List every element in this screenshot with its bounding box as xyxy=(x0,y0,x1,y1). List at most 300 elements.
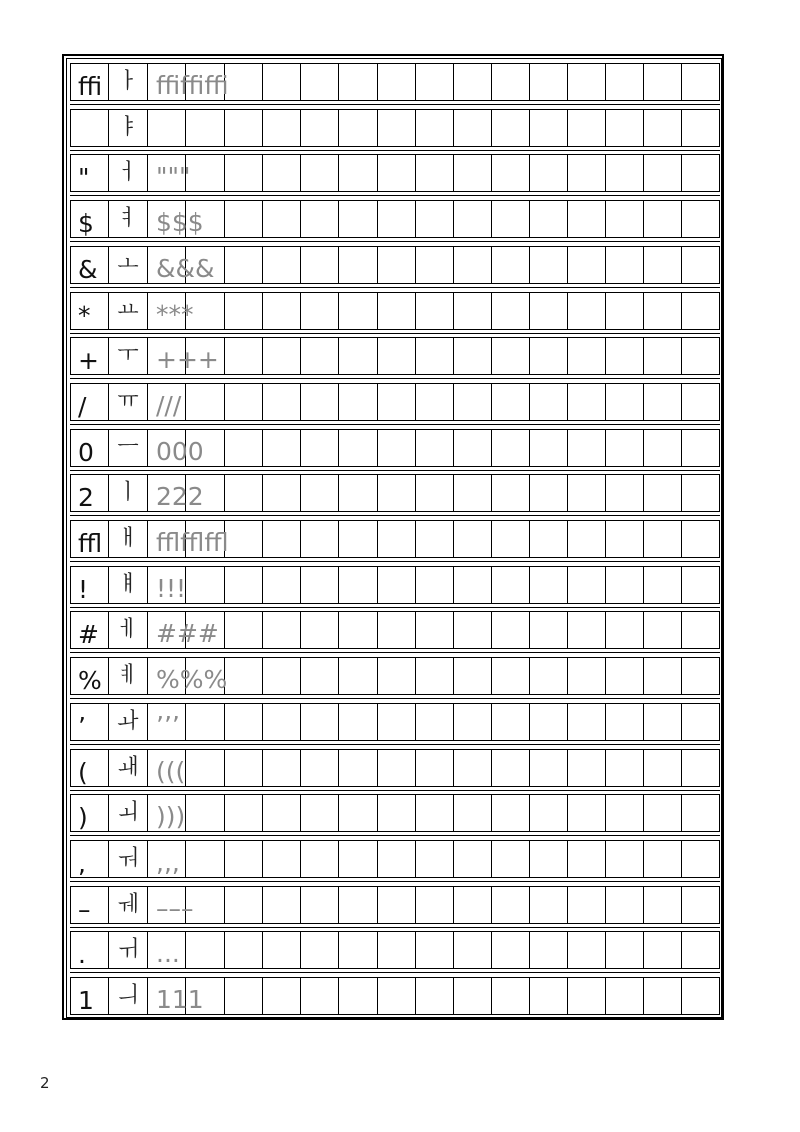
practice-cell xyxy=(491,109,530,147)
practice-cell xyxy=(377,292,416,330)
row-separator xyxy=(70,927,720,928)
practice-cell xyxy=(224,611,263,649)
practice-cell xyxy=(681,703,720,741)
practice-cell xyxy=(338,794,378,832)
practice-cell xyxy=(567,886,606,924)
practice-cell xyxy=(681,520,720,558)
jamo-glyph: ㅏ xyxy=(117,69,139,94)
symbol-cell xyxy=(70,931,109,969)
practice-cell xyxy=(415,794,454,832)
practice-cell xyxy=(529,977,568,1015)
practice-cell xyxy=(567,840,606,878)
practice-cell xyxy=(529,154,568,192)
practice-cell xyxy=(377,840,416,878)
practice-cell xyxy=(453,474,492,512)
row-separator xyxy=(70,424,720,425)
practice-cell xyxy=(415,520,454,558)
practice-cell xyxy=(605,611,644,649)
symbol-cell xyxy=(70,794,109,832)
practice-cell xyxy=(415,429,454,467)
practice-cell xyxy=(491,931,530,969)
practice-cell xyxy=(185,931,225,969)
practice-cell xyxy=(185,566,225,604)
practice-cell xyxy=(605,886,644,924)
row-separator xyxy=(70,835,720,836)
practice-cell xyxy=(643,246,682,284)
practice-cell xyxy=(262,611,301,649)
practice-cell xyxy=(415,840,454,878)
practice-cell xyxy=(567,154,606,192)
practice-cell xyxy=(262,977,301,1015)
trace-text: ... xyxy=(156,939,180,968)
practice-cell xyxy=(453,200,492,238)
practice-cell xyxy=(185,154,225,192)
practice-cell xyxy=(185,383,225,421)
jamo-cell xyxy=(108,337,148,375)
practice-cell xyxy=(453,520,492,558)
practice-cell xyxy=(643,200,682,238)
practice-row xyxy=(70,154,720,194)
practice-cell xyxy=(262,429,301,467)
practice-cell xyxy=(529,383,568,421)
symbol-glyph: – xyxy=(78,895,91,924)
practice-row xyxy=(70,703,720,743)
practice-cell xyxy=(224,200,263,238)
practice-cell xyxy=(453,63,492,101)
trace-text: +++ xyxy=(156,345,219,374)
practice-cell xyxy=(567,429,606,467)
practice-cell xyxy=(491,840,530,878)
row-separator xyxy=(70,470,720,471)
practice-cell xyxy=(338,474,378,512)
practice-cell xyxy=(224,886,263,924)
practice-cell xyxy=(377,520,416,558)
jamo-cell xyxy=(108,520,148,558)
jamo-cell xyxy=(108,474,148,512)
practice-cell xyxy=(491,749,530,787)
practice-cell xyxy=(453,840,492,878)
practice-cell xyxy=(567,566,606,604)
practice-cell xyxy=(147,109,186,147)
practice-cell xyxy=(338,246,378,284)
practice-cell xyxy=(567,657,606,695)
practice-cell xyxy=(605,520,644,558)
practice-cell xyxy=(491,886,530,924)
practice-cell xyxy=(643,566,682,604)
practice-cell xyxy=(491,63,530,101)
practice-cell xyxy=(415,931,454,969)
practice-cell xyxy=(643,749,682,787)
practice-cell xyxy=(300,63,339,101)
practice-cell xyxy=(491,703,530,741)
practice-cell xyxy=(262,520,301,558)
jamo-glyph: ㅜ xyxy=(117,343,139,368)
jamo-glyph: ㅖ xyxy=(117,663,139,688)
jamo-glyph: ㅐ xyxy=(117,526,139,551)
practice-cell xyxy=(681,886,720,924)
practice-cell xyxy=(415,886,454,924)
practice-cell xyxy=(338,703,378,741)
practice-cell xyxy=(377,611,416,649)
practice-cell xyxy=(491,383,530,421)
practice-cell xyxy=(567,474,606,512)
practice-cell xyxy=(185,109,225,147)
practice-cell xyxy=(415,63,454,101)
trace-text: ﬄﬄﬄ xyxy=(156,528,229,557)
practice-cell xyxy=(643,840,682,878)
jamo-cell xyxy=(108,292,148,330)
practice-cell xyxy=(681,931,720,969)
practice-cell xyxy=(605,931,644,969)
jamo-cell xyxy=(108,886,148,924)
practice-cell xyxy=(415,749,454,787)
row-separator xyxy=(70,790,720,791)
trace-text: 000 xyxy=(156,437,204,466)
practice-row xyxy=(70,886,720,926)
practice-cell xyxy=(605,337,644,375)
trace-text: ,,, xyxy=(156,848,180,877)
practice-cell xyxy=(377,154,416,192)
practice-cell xyxy=(643,657,682,695)
practice-row xyxy=(70,429,720,469)
practice-cell xyxy=(300,931,339,969)
practice-cell xyxy=(224,246,263,284)
practice-cell xyxy=(453,337,492,375)
practice-cell xyxy=(300,292,339,330)
practice-cell xyxy=(338,292,378,330)
practice-cell xyxy=(338,657,378,695)
practice-cell xyxy=(681,292,720,330)
practice-cell xyxy=(605,383,644,421)
jamo-glyph: ㅟ xyxy=(117,937,139,962)
practice-cell xyxy=(338,383,378,421)
jamo-cell xyxy=(108,154,148,192)
practice-cell xyxy=(529,337,568,375)
jamo-cell xyxy=(108,566,148,604)
trace-text: %%% xyxy=(156,665,228,694)
practice-cell xyxy=(377,794,416,832)
practice-cell xyxy=(567,292,606,330)
practice-cell xyxy=(529,474,568,512)
practice-cell xyxy=(529,520,568,558)
practice-cell xyxy=(415,337,454,375)
row-separator xyxy=(70,744,720,745)
symbol-glyph: 2 xyxy=(78,483,94,512)
practice-cell xyxy=(681,200,720,238)
practice-cell xyxy=(529,246,568,284)
practice-cell xyxy=(643,154,682,192)
practice-cell xyxy=(377,566,416,604)
practice-cell xyxy=(262,337,301,375)
practice-row xyxy=(70,611,720,651)
practice-cell xyxy=(300,337,339,375)
practice-cell xyxy=(262,749,301,787)
row-separator xyxy=(70,652,720,653)
practice-cell xyxy=(681,383,720,421)
practice-cell xyxy=(453,292,492,330)
practice-cell xyxy=(262,200,301,238)
practice-cell xyxy=(529,429,568,467)
practice-row xyxy=(70,246,720,286)
practice-cell xyxy=(224,794,263,832)
row-separator xyxy=(70,881,720,882)
practice-cell xyxy=(453,657,492,695)
row-separator xyxy=(70,561,720,562)
symbol-cell xyxy=(70,566,109,604)
practice-cell xyxy=(681,611,720,649)
practice-cell xyxy=(567,749,606,787)
practice-cell xyxy=(643,977,682,1015)
practice-cell xyxy=(681,429,720,467)
trace-text: ))) xyxy=(156,802,186,831)
practice-cell xyxy=(643,63,682,101)
row-separator xyxy=(70,287,720,288)
practice-cell xyxy=(681,840,720,878)
practice-cell xyxy=(338,154,378,192)
practice-cell xyxy=(300,200,339,238)
practice-cell xyxy=(643,109,682,147)
practice-cell xyxy=(185,794,225,832)
practice-cell xyxy=(529,292,568,330)
practice-cell xyxy=(262,931,301,969)
practice-cell xyxy=(643,337,682,375)
practice-cell xyxy=(605,246,644,284)
jamo-glyph: ㅠ xyxy=(117,389,139,414)
practice-cell xyxy=(681,977,720,1015)
practice-cell xyxy=(415,703,454,741)
practice-cell xyxy=(377,337,416,375)
symbol-glyph: ’ xyxy=(78,712,86,741)
practice-cell xyxy=(224,703,263,741)
jamo-glyph: ㅓ xyxy=(117,160,139,185)
practice-cell xyxy=(224,292,263,330)
practice-cell xyxy=(415,292,454,330)
practice-cell xyxy=(300,520,339,558)
practice-cell xyxy=(681,246,720,284)
practice-cell xyxy=(453,931,492,969)
practice-cell xyxy=(415,566,454,604)
practice-row xyxy=(70,383,720,423)
practice-row xyxy=(70,657,720,697)
jamo-cell xyxy=(108,749,148,787)
practice-cell xyxy=(491,154,530,192)
symbol-glyph: ! xyxy=(78,575,89,604)
jamo-glyph: ㅙ xyxy=(117,755,139,780)
practice-cell xyxy=(529,109,568,147)
jamo-glyph: ㅗ xyxy=(117,252,139,277)
practice-cell xyxy=(377,246,416,284)
row-separator xyxy=(70,972,720,973)
practice-cell xyxy=(567,337,606,375)
practice-cell xyxy=(453,246,492,284)
practice-cell xyxy=(185,749,225,787)
practice-cell xyxy=(605,749,644,787)
practice-cell xyxy=(185,703,225,741)
practice-cell xyxy=(377,474,416,512)
trace-text: 111 xyxy=(156,985,204,1014)
practice-cell xyxy=(300,611,339,649)
practice-cell xyxy=(681,154,720,192)
practice-cell xyxy=(338,840,378,878)
practice-cell xyxy=(377,63,416,101)
practice-cell xyxy=(453,429,492,467)
practice-cell xyxy=(338,749,378,787)
trace-text: !!! xyxy=(156,574,187,603)
page-number: 2 xyxy=(40,1074,50,1092)
practice-cell xyxy=(567,703,606,741)
practice-cell xyxy=(491,292,530,330)
practice-cell xyxy=(377,200,416,238)
practice-cell xyxy=(491,337,530,375)
practice-cell xyxy=(377,109,416,147)
jamo-cell xyxy=(108,383,148,421)
practice-cell xyxy=(224,109,263,147)
practice-cell xyxy=(681,657,720,695)
symbol-glyph: / xyxy=(78,392,87,421)
row-separator xyxy=(70,104,720,105)
practice-cell xyxy=(529,611,568,649)
trace-text: &&& xyxy=(156,254,215,283)
symbol-cell xyxy=(70,154,109,192)
practice-cell xyxy=(453,154,492,192)
practice-cell xyxy=(605,840,644,878)
practice-cell xyxy=(681,474,720,512)
jamo-glyph: ㅞ xyxy=(117,892,139,917)
practice-cell xyxy=(262,63,301,101)
practice-cell xyxy=(605,154,644,192)
jamo-cell xyxy=(108,200,148,238)
practice-cell xyxy=(300,840,339,878)
practice-cell xyxy=(338,566,378,604)
jamo-cell xyxy=(108,246,148,284)
practice-cell xyxy=(567,246,606,284)
practice-cell xyxy=(224,657,263,695)
practice-cell xyxy=(300,703,339,741)
symbol-cell xyxy=(70,383,109,421)
practice-cell xyxy=(300,109,339,147)
jamo-glyph: ㅑ xyxy=(117,115,139,140)
symbol-glyph: " xyxy=(78,163,90,192)
practice-cell xyxy=(262,794,301,832)
practice-cell xyxy=(224,383,263,421)
practice-cell xyxy=(605,794,644,832)
jamo-glyph: ㅣ xyxy=(117,480,139,505)
trace-text: /// xyxy=(156,391,182,420)
symbol-glyph: * xyxy=(78,301,91,330)
practice-cell xyxy=(300,657,339,695)
practice-cell xyxy=(529,63,568,101)
jamo-glyph: ㅘ xyxy=(117,709,139,734)
practice-cell xyxy=(300,566,339,604)
symbol-cell xyxy=(70,749,109,787)
practice-cell xyxy=(338,931,378,969)
practice-cell xyxy=(262,154,301,192)
jamo-cell xyxy=(108,931,148,969)
practice-cell xyxy=(415,657,454,695)
symbol-glyph: ( xyxy=(78,758,88,787)
practice-cell xyxy=(377,703,416,741)
practice-cell xyxy=(491,566,530,604)
practice-cell xyxy=(681,337,720,375)
jamo-glyph: ㅕ xyxy=(117,206,139,231)
trace-text: ﬃﬃﬃ xyxy=(156,71,229,100)
practice-cell xyxy=(453,703,492,741)
practice-cell xyxy=(224,977,263,1015)
practice-cell xyxy=(605,566,644,604)
practice-row xyxy=(70,840,720,880)
practice-cell xyxy=(681,749,720,787)
practice-cell xyxy=(185,840,225,878)
practice-cell xyxy=(681,566,720,604)
symbol-glyph: $ xyxy=(78,209,94,238)
practice-cell xyxy=(300,474,339,512)
practice-cell xyxy=(529,794,568,832)
practice-cell xyxy=(681,109,720,147)
practice-cell xyxy=(300,886,339,924)
practice-cell xyxy=(338,611,378,649)
practice-cell xyxy=(262,246,301,284)
practice-row xyxy=(70,931,720,971)
practice-cell xyxy=(453,749,492,787)
practice-cell xyxy=(415,246,454,284)
practice-cell xyxy=(681,794,720,832)
practice-cell xyxy=(453,566,492,604)
practice-cell xyxy=(415,154,454,192)
practice-cell xyxy=(491,977,530,1015)
practice-row xyxy=(70,474,720,514)
practice-cell xyxy=(300,794,339,832)
practice-cell xyxy=(605,657,644,695)
jamo-cell xyxy=(108,611,148,649)
symbol-glyph: 1 xyxy=(78,986,94,1015)
symbol-glyph: ﬄ xyxy=(78,529,103,558)
practice-cell xyxy=(567,109,606,147)
practice-cell xyxy=(529,749,568,787)
practice-cell xyxy=(605,109,644,147)
practice-cell xyxy=(262,657,301,695)
practice-cell xyxy=(453,794,492,832)
practice-cell xyxy=(224,520,263,558)
practice-cell xyxy=(224,154,263,192)
jamo-cell xyxy=(108,703,148,741)
jamo-cell xyxy=(108,429,148,467)
practice-cell xyxy=(567,63,606,101)
practice-cell xyxy=(262,703,301,741)
practice-cell xyxy=(338,886,378,924)
practice-cell xyxy=(415,109,454,147)
practice-cell xyxy=(681,63,720,101)
practice-cell xyxy=(567,520,606,558)
jamo-cell xyxy=(108,657,148,695)
practice-row xyxy=(70,977,720,1017)
practice-cell xyxy=(491,794,530,832)
symbol-glyph: ) xyxy=(78,803,88,832)
practice-cell xyxy=(262,474,301,512)
practice-cell xyxy=(529,886,568,924)
practice-cell xyxy=(453,977,492,1015)
row-separator xyxy=(70,150,720,151)
practice-cell xyxy=(643,292,682,330)
practice-cell xyxy=(300,749,339,787)
practice-cell xyxy=(377,383,416,421)
practice-cell xyxy=(529,703,568,741)
practice-cell xyxy=(605,292,644,330)
practice-row xyxy=(70,63,720,103)
practice-row xyxy=(70,749,720,789)
practice-cell xyxy=(262,566,301,604)
practice-cell xyxy=(415,977,454,1015)
practice-cell xyxy=(300,977,339,1015)
